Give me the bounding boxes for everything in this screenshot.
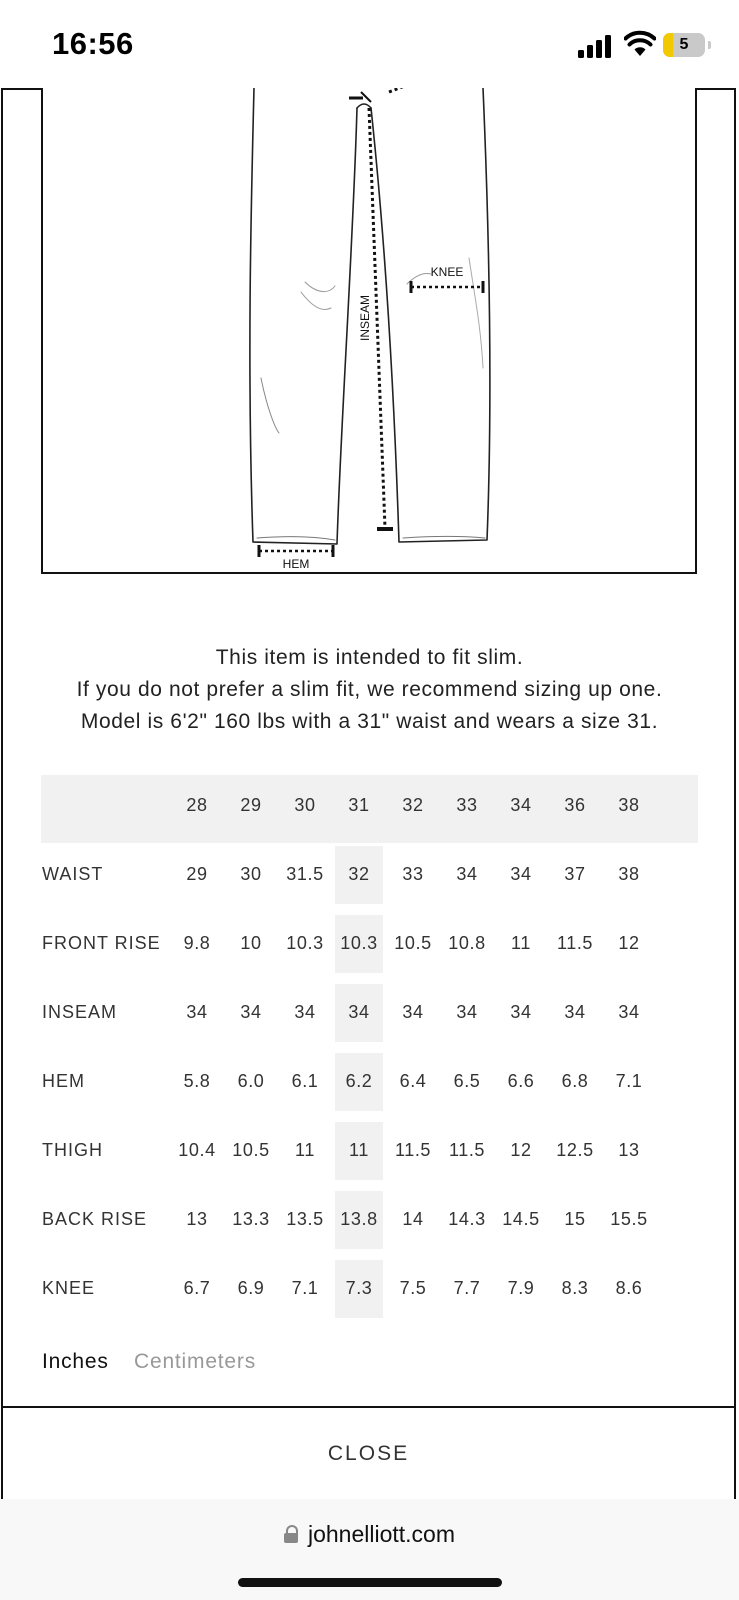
size-value-cell: 6.1: [291, 1071, 319, 1091]
inseam-label: INSEAM: [358, 294, 372, 342]
size-header-cell: 36: [564, 795, 586, 815]
size-value-cell: 34: [348, 1002, 370, 1022]
size-header-cell: 32: [402, 795, 424, 815]
size-value-cell: 13: [618, 1140, 640, 1160]
size-value-cell: 34: [402, 1002, 424, 1022]
size-value-cell: 6.5: [453, 1071, 481, 1091]
size-value-cell: 6.0: [237, 1071, 265, 1091]
size-value-cell: 11: [295, 1140, 315, 1160]
lock-icon: [284, 1525, 298, 1543]
size-header-cell: 34: [510, 795, 532, 815]
size-header-cell: 33: [456, 795, 478, 815]
pants-diagram: [41, 88, 697, 574]
url-text: johnelliott.com: [307, 1521, 456, 1547]
size-value-cell: 34: [294, 1002, 316, 1022]
size-value-cell: 12.5: [556, 1140, 594, 1160]
size-value-cell: 10.5: [232, 1140, 270, 1160]
size-value-cell: 38: [618, 864, 640, 884]
size-value-cell: 9.8: [183, 933, 211, 953]
pants-illustration: [43, 88, 697, 574]
size-value-cell: 8.3: [561, 1278, 589, 1298]
fit-note-line-2: If you do not prefer a slim fit, we recommend sizing up one.: [76, 678, 663, 701]
size-value-cell: 10.5: [394, 933, 432, 953]
size-value-cell: 31.5: [286, 864, 324, 884]
size-header-cell: 38: [618, 795, 640, 815]
size-value-cell: 6.9: [237, 1278, 265, 1298]
row-label: THIGH: [42, 1140, 103, 1160]
fit-note-line-3: Model is 6'2" 160 lbs with a 31" waist and wears a size 31.: [80, 710, 659, 733]
size-value-cell: 15: [564, 1209, 586, 1229]
close-area: [1, 1406, 736, 1499]
size-value-cell: 6.4: [399, 1071, 427, 1091]
size-value-cell: 7.1: [615, 1071, 643, 1091]
size-value-cell: 10.3: [286, 933, 324, 953]
size-value-cell: 11.5: [448, 1140, 486, 1160]
size-value-cell: 6.6: [507, 1071, 535, 1091]
row-label: WAIST: [42, 864, 104, 884]
status-bar: [0, 0, 739, 88]
centimeters-tab[interactable]: Centimeters: [134, 1350, 257, 1373]
size-value-cell: 6.2: [345, 1071, 373, 1091]
size-value-cell: 15.5: [610, 1209, 648, 1229]
size-value-cell: 14.5: [502, 1209, 540, 1229]
size-value-cell: 11.5: [556, 933, 594, 953]
knee-label: KNEE: [430, 265, 464, 279]
size-value-cell: 13.8: [340, 1209, 378, 1229]
battery-level: 5: [679, 36, 689, 53]
size-value-cell: 7.5: [399, 1278, 427, 1298]
size-value-cell: 7.9: [507, 1278, 535, 1298]
size-value-cell: 10.4: [178, 1140, 216, 1160]
size-value-cell: 34: [564, 1002, 586, 1022]
size-value-cell: 14: [402, 1209, 424, 1229]
size-value-cell: 34: [510, 1002, 532, 1022]
size-value-cell: 11: [349, 1140, 369, 1160]
close-button[interactable]: CLOSE: [327, 1442, 410, 1465]
size-value-cell: 11.5: [394, 1140, 432, 1160]
size-value-cell: 7.3: [345, 1278, 373, 1298]
size-value-cell: 12: [510, 1140, 532, 1160]
row-label: HEM: [42, 1071, 85, 1091]
size-header-cell: 28: [186, 795, 208, 815]
size-header-cell: 31: [348, 795, 370, 815]
size-value-cell: 34: [186, 1002, 208, 1022]
size-value-cell: 37: [564, 864, 586, 884]
fit-note-line-1: This item is intended to fit slim.: [215, 646, 524, 669]
status-time: 16:56: [52, 26, 134, 61]
size-value-cell: 11: [511, 933, 531, 953]
size-value-cell: 34: [456, 1002, 478, 1022]
url-bar[interactable]: [0, 1521, 739, 1548]
browser-address-bar: [0, 1499, 739, 1600]
size-value-cell: 13: [186, 1209, 208, 1229]
size-header-cell: 29: [240, 795, 262, 815]
size-value-cell: 30: [240, 864, 262, 884]
size-value-cell: 13.5: [286, 1209, 324, 1229]
size-value-cell: 8.6: [615, 1278, 643, 1298]
battery-icon: [663, 33, 705, 57]
size-header-cell: 30: [294, 795, 316, 815]
size-value-cell: 6.8: [561, 1071, 589, 1091]
size-value-cell: 10.3: [340, 933, 378, 953]
size-value-cell: 6.7: [183, 1278, 211, 1298]
size-value-cell: 33: [402, 864, 424, 884]
wifi-icon: [624, 30, 656, 58]
row-label: INSEAM: [42, 1002, 118, 1022]
size-value-cell: 34: [510, 864, 532, 884]
size-value-cell: 10.8: [448, 933, 486, 953]
size-value-cell: 32: [348, 864, 370, 884]
size-value-cell: 34: [618, 1002, 640, 1022]
row-label: KNEE: [42, 1278, 96, 1298]
home-indicator[interactable]: [238, 1578, 502, 1587]
signal-icon: [578, 34, 614, 58]
row-label: BACK RISE: [42, 1209, 148, 1229]
size-value-cell: 13.3: [232, 1209, 270, 1229]
size-value-cell: 7.1: [291, 1278, 319, 1298]
hem-label: HEM: [282, 557, 310, 571]
size-value-cell: 14.3: [448, 1209, 486, 1229]
inches-tab[interactable]: Inches: [42, 1350, 109, 1373]
size-value-cell: 34: [456, 864, 478, 884]
size-value-cell: 7.7: [453, 1278, 481, 1298]
size-value-cell: 5.8: [183, 1071, 211, 1091]
size-value-cell: 12: [618, 933, 640, 953]
row-label: FRONT RISE: [42, 933, 161, 953]
size-value-cell: 29: [186, 864, 208, 884]
size-value-cell: 34: [240, 1002, 262, 1022]
size-value-cell: 10: [240, 933, 262, 953]
